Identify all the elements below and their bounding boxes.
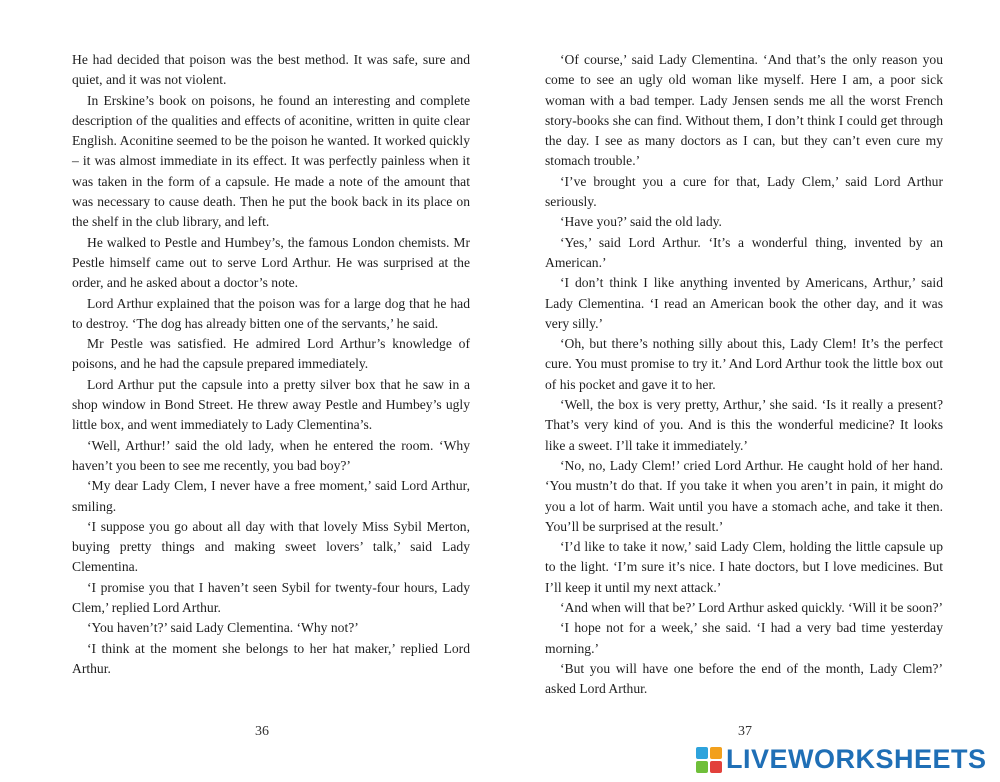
paragraph: ‘I suppose you go about all day with that lovely Miss Sybil Merton, buying pretty things and making sweet lovers’ talk,’ said Lady Clementina. bbox=[72, 518, 470, 575]
paragraph: ‘My dear Lady Clem, I never have a free moment,’ said Lord Arthur, smiling. bbox=[72, 478, 470, 514]
paragraph: ‘I don’t think I like anything invented by Americans, Arthur,’ said Lady Clementina. ‘I read an American book the other day, and it was very silly.’ bbox=[545, 275, 943, 331]
paragraph: ‘Yes,’ said Lord Arthur. ‘It’s a wonderful thing, invented by an American.’ bbox=[545, 234, 943, 270]
right-page-number: 37 bbox=[738, 724, 752, 739]
paragraph: Lord Arthur put the capsule into a pretty silver box that he saw in a shop window in Bond Street. He threw away Pestle and Humbey’s ugly little box, and went immediately to Lady Clementina’s. bbox=[72, 376, 470, 433]
paragraph: ‘Oh, but there’s nothing silly about this, Lady Clem! It’s the perfect cure. You must promise to try it.’ And Lord Arthur took the little box out of his pocket and gave it to her. bbox=[545, 336, 943, 392]
paragraph: ‘I promise you that I haven’t seen Sybil for twenty-four hours, Lady Clem,’ replied Lord Arthur. bbox=[72, 579, 470, 616]
paragraph: ‘I’ve brought you a cure for that, Lady Clem,’ said Lord Arthur seriously. bbox=[545, 173, 943, 210]
paragraph: ‘I think at the moment she belongs to her hat maker,’ replied Lord Arthur. bbox=[72, 640, 470, 676]
paragraph: In Erskine’s book on poisons, he found an interesting and complete description of the qualities and effects of aconitine, written in quite clear English. Aconitine seemed to be the poison he wanted. It worked quickly – it was almost immediate in its effect. It was perfectly painless when it was taken in the form of a capsule. He made a note of the amount that was necessary to cause death. Then he put the book back in its place on the shelf in the club library, and left. bbox=[72, 92, 470, 230]
paragraph: ‘No, no, Lady Clem!’ cried Lord Arthur. He caught hold of her hand. ‘You mustn’t do that. If you take it when you aren’t in pain, it might do you a lot of harm. Wait until you have a stomach ache, and take it then. You’ll be surprised at the result.’ bbox=[545, 457, 943, 534]
right-page bbox=[545, 50, 943, 700]
paragraph: ‘Well, Arthur!’ said the old lady, when he entered the room. ‘Why haven’t you been to see me recently, you bad boy?’ bbox=[72, 437, 470, 473]
paragraph: ‘But you will have one before the end of the month, Lady Clem?’ asked Lord Arthur. bbox=[545, 660, 943, 697]
paragraph: He walked to Pestle and Humbey’s, the famous London chemists. Mr Pestle himself came out to serve Lord Arthur. He was surprised at the order, and he asked about a doctor’s note. bbox=[72, 234, 470, 291]
paragraph: ‘You haven’t?’ said Lady Clementina. ‘Why not?’ bbox=[87, 620, 359, 636]
paragraph: ‘And when will that be?’ Lord Arthur asked quickly. ‘Will it be soon?’ bbox=[560, 600, 943, 616]
paragraph: ‘Of course,’ said Lady Clementina. ‘And that’s the only reason you come to see an ugly old woman like myself. Here I am, a poor sick woman with a bad temper. Lady Jensen sends me all the worst French story-books she can find. Without them, I don’t think I could get through the day. I see as many doctors as I can, but they can’t even cure my stomach trouble.’ bbox=[545, 52, 943, 169]
left-page bbox=[72, 50, 470, 679]
paragraph: ‘I’d like to take it now,’ said Lady Clem, holding the little capsule up to the light. ‘I’m sure it’s nice. I hate doctors, but I love medicines. But I’ll keep it until my next attack.’ bbox=[545, 539, 943, 595]
watermark-text: LIVEWORKSHEETS bbox=[726, 744, 987, 774]
left-page-number: 36 bbox=[255, 724, 269, 739]
paragraph: Mr Pestle was satisfied. He admired Lord Arthur’s knowledge of poisons, and he had the capsule prepared immediately. bbox=[72, 336, 470, 372]
liveworksheets-watermark bbox=[696, 744, 987, 775]
paragraph: ‘Well, the box is very pretty, Arthur,’ she said. ‘Is it really a present? That’s very kind of you. And is this the wonderful medicine? It looks like a sweet. I’ll take it immediately.’ bbox=[545, 397, 943, 453]
paragraph: ‘Have you?’ said the old lady. bbox=[560, 214, 722, 230]
liveworksheets-logo-icon bbox=[696, 747, 722, 773]
paragraph: Lord Arthur explained that the poison was for a large dog that he had to destroy. ‘The dog has already bitten one of the servants,’ he said. bbox=[72, 295, 470, 331]
paragraph: ‘I hope not for a week,’ she said. ‘I had a very bad time yesterday morning.’ bbox=[545, 620, 943, 656]
paragraph: He had decided that poison was the best method. It was safe, sure and quiet, and it was not violent. bbox=[72, 52, 470, 88]
